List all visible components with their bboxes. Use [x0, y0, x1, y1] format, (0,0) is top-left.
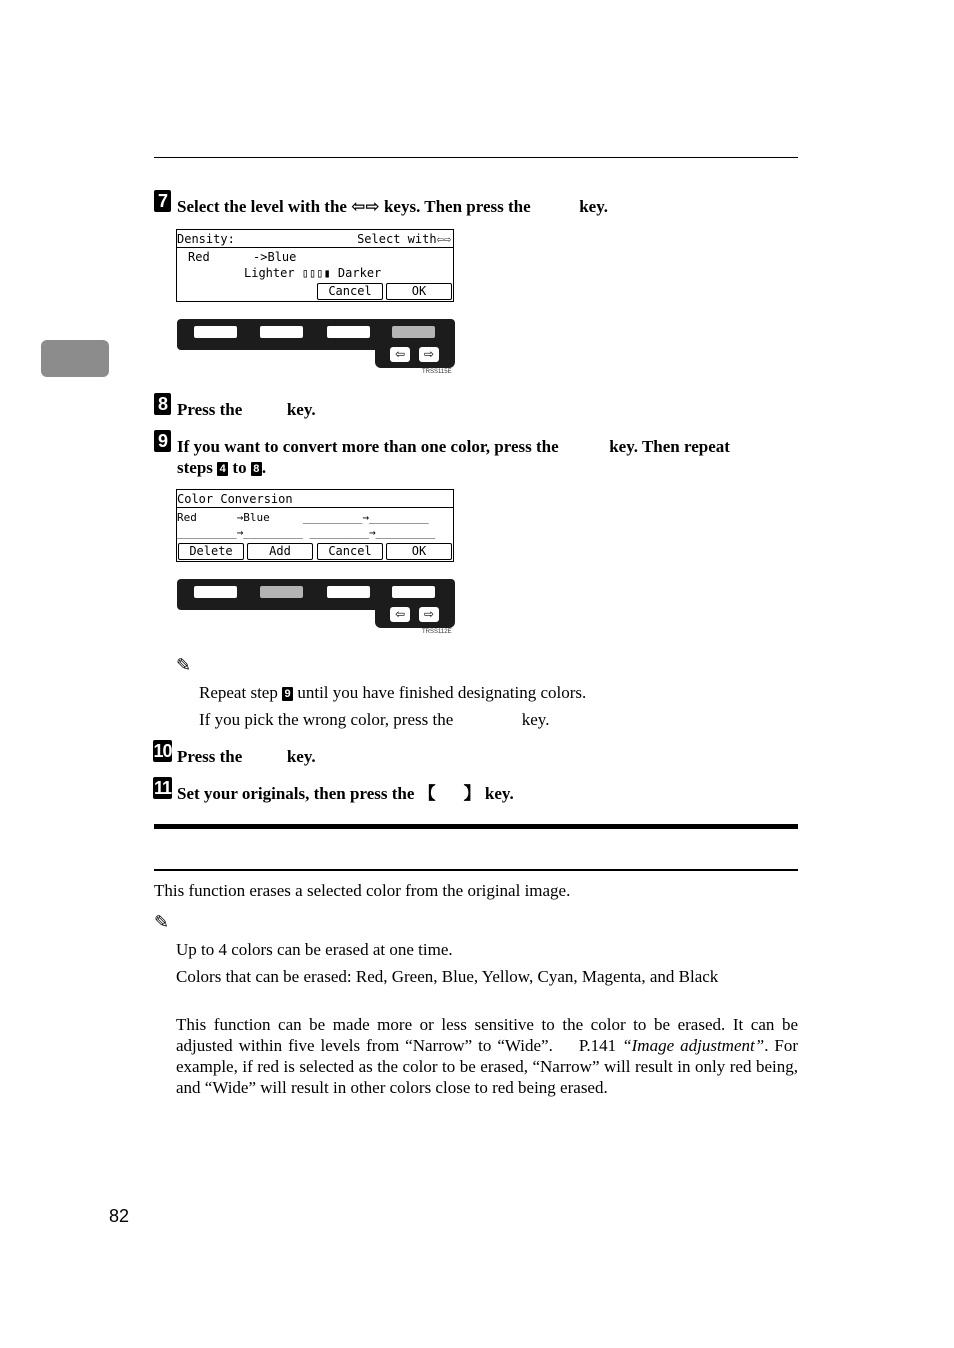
step-number-10: 10 [153, 741, 172, 761]
selection-key-2[interactable] [260, 326, 303, 338]
note-line-1 [199, 682, 586, 703]
left-arrow-icon[interactable]: ⇦ [390, 607, 410, 622]
lcd-ok-button[interactable]: OK [386, 283, 452, 300]
right-arrow-icon[interactable]: ⇨ [419, 607, 439, 622]
figure-code-2: TRSS112E [422, 629, 452, 635]
step-7-text [177, 196, 608, 218]
selection-key-1[interactable] [194, 586, 237, 598]
step-11-text [177, 783, 514, 804]
note-line-2 [199, 709, 549, 730]
step-number-7: 7 [154, 190, 171, 212]
note-line-2-b: key. [521, 710, 550, 729]
note-sensitivity [176, 1014, 798, 1098]
note-colors-limit: Up to 4 colors can be erased at one time. [176, 940, 453, 959]
step-7-text-c: key. [579, 197, 608, 216]
bracket-left: 【 [418, 784, 436, 803]
step-10-text [177, 746, 316, 767]
step-7-text-a: Select the level with the [177, 197, 347, 216]
selection-key-1[interactable] [194, 326, 237, 338]
step-10-text-a: Press the [177, 747, 243, 766]
step-8-text-a: Press the [177, 400, 243, 419]
figure-code-1: TRSS115E [422, 369, 452, 375]
chapter-tab [41, 340, 109, 377]
step-9-text-c: steps [177, 458, 213, 477]
lcd-density-scale: Lighter ▯▯▯▮ Darker [244, 266, 382, 280]
note-line-1-a: Repeat step [199, 683, 278, 702]
step-11-text-a: Set your originals, then press the [177, 784, 415, 803]
step-number-11: 11 [153, 778, 172, 798]
step-9-to: to [232, 458, 247, 477]
step-ref-9: 9 [282, 687, 293, 701]
lcd-select-with-label: Select with⇦⇨ [357, 232, 451, 246]
bracket-right: 】 [463, 784, 481, 803]
step-ref-8: 8 [251, 462, 262, 476]
page-reference[interactable]: P.141 [578, 1036, 617, 1055]
lcd-ok-button[interactable]: OK [386, 543, 452, 560]
step-9-text-line2 [177, 457, 266, 478]
selection-key-4[interactable] [392, 586, 435, 598]
step-9-text-a: If you want to convert more than one color, press the [177, 437, 559, 456]
step-9-text-line1 [177, 436, 730, 457]
pencil-note-icon: ✎ [176, 655, 192, 676]
step-7-text-b: keys. Then press the [383, 197, 531, 216]
step-ref-4: 4 [217, 462, 228, 476]
left-right-arrow-icon: ⇦⇨ [351, 197, 380, 217]
step-11-text-b: key. [484, 784, 514, 803]
step-10-text-b: key. [286, 747, 316, 766]
lcd-title: Color Conversion [177, 492, 293, 506]
page-number: 82 [109, 1206, 130, 1226]
step-8-text-b: key. [286, 400, 316, 419]
section-intro: This function erases a selected color from the original image. [154, 881, 571, 900]
step-9-text-b: key. Then repeat [609, 437, 730, 456]
lcd-cancel-button[interactable]: Cancel [317, 283, 383, 300]
lcd-screen-density [176, 229, 454, 302]
lcd-cancel-button[interactable]: Cancel [317, 543, 383, 560]
step-8-text [177, 399, 316, 420]
step-number-9: 9 [154, 430, 171, 452]
lcd-add-button[interactable]: Add [247, 543, 313, 560]
lcd-delete-button[interactable]: Delete [178, 543, 244, 560]
lcd-color-row: Red ->Blue [188, 250, 297, 264]
note-sensitivity-2: . For example, if red is selected as the color to be erased, “Narrow” will result in only red being, and “Wide” will result in other colors close to red being erased. [176, 1036, 799, 1097]
selection-key-3[interactable] [327, 326, 370, 338]
lcd-conversion-row-1: Red →Blue _________→_________ [177, 511, 429, 524]
pencil-note-icon: ✎ [154, 912, 170, 933]
note-erasable-colors: Colors that can be erased: Red, Green, Blue, Yellow, Cyan, Magenta, and Black [176, 967, 719, 986]
arrow-key-panel [375, 600, 455, 628]
lcd-divider [177, 247, 453, 248]
note-line-1-b: until you have finished designating colors. [297, 683, 587, 702]
step-9-period: . [261, 458, 267, 477]
step-number-8: 8 [154, 393, 171, 415]
header-rule [154, 157, 798, 158]
right-arrow-icon[interactable]: ⇨ [419, 347, 439, 362]
section-rule-thin [154, 869, 798, 871]
selection-key-4[interactable] [392, 326, 435, 338]
lcd-divider [177, 507, 453, 508]
reference-title[interactable]: “Image adjustment” [622, 1036, 765, 1055]
section-rule-thick [154, 824, 798, 829]
note-sensitivity-1: This function can be made more or less sensitive to the color to be erased. It can be adjusted within five levels from “Narrow” to “Wide”. [176, 1015, 798, 1055]
left-arrow-icon[interactable]: ⇦ [390, 347, 410, 362]
lcd-screen-color-conversion [176, 489, 454, 562]
selection-key-2[interactable] [260, 586, 303, 598]
lcd-conversion-row-2: _________→_________ _________→_________ [177, 526, 436, 539]
arrow-key-panel [375, 340, 455, 368]
selection-key-3[interactable] [327, 586, 370, 598]
lcd-density-label: Density: [177, 232, 235, 246]
note-line-2-a: If you pick the wrong color, press the [199, 710, 454, 729]
